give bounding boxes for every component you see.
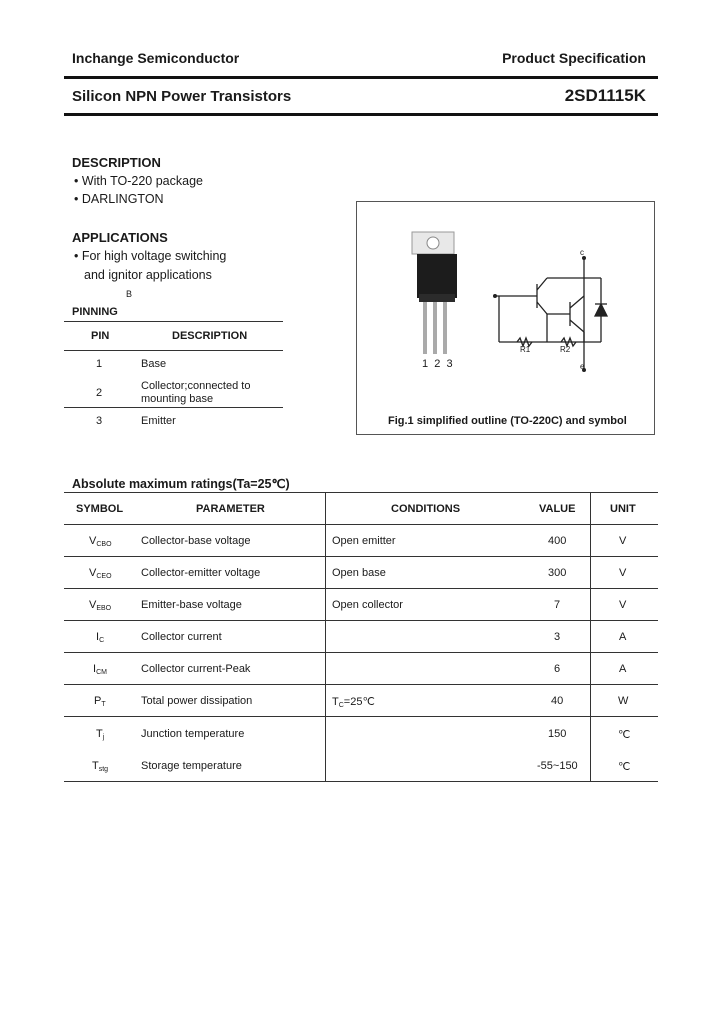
value-cell: -55~150 <box>537 760 578 772</box>
pin-description: Emitter <box>141 415 176 427</box>
unit-cell: ℃ <box>618 761 631 773</box>
figure-caption: Fig.1 simplified outline (TO-220C) and symbol <box>388 415 627 427</box>
value-cell: 6 <box>554 663 561 675</box>
ratings-top-rule <box>64 492 658 493</box>
pin-desc-col-header: DESCRIPTION <box>172 330 248 342</box>
base-label: B <box>126 289 133 299</box>
conditions-cell: Open collector <box>332 599 403 611</box>
symbol-cell: $I_{CM}$ <box>93 663 107 676</box>
value-cell: 400 <box>548 535 567 547</box>
ratings-header-rule <box>64 524 658 525</box>
symbol-cell: $V_{EBO}$ <box>89 599 112 612</box>
darlington-symbol <box>495 258 607 370</box>
spec-label: Product Specification <box>502 50 646 66</box>
applications-heading: APPLICATIONS <box>72 230 168 245</box>
header-rule <box>64 76 658 79</box>
unit-cell: V <box>619 535 627 547</box>
company-name: Inchange Semiconductor <box>72 50 240 66</box>
resistor-r2-label: R2 <box>560 345 571 354</box>
symbol-cell: $T_{stg}$ <box>92 760 109 773</box>
unit-cell: A <box>619 631 627 643</box>
description-item: • With TO-220 package <box>74 174 203 188</box>
applications-item: • For high voltage switching <box>74 249 227 263</box>
col-conditions: CONDITIONS <box>391 503 461 515</box>
document-title: Silicon NPN Power Transistors <box>72 88 292 105</box>
value-cell: 40 <box>551 695 564 707</box>
ratings-row-rule <box>64 652 658 653</box>
unit-cell: ℃ <box>618 729 631 741</box>
parameter-cell: Collector-base voltage <box>141 535 251 547</box>
pin-col-header: PIN <box>91 330 110 342</box>
pin-table-header-rule <box>64 350 283 351</box>
col-symbol: SYMBOL <box>76 503 124 515</box>
emitter-label: e <box>580 362 585 371</box>
ratings-bottom-rule <box>64 781 658 782</box>
pin-description: Collector;connected to <box>141 380 251 392</box>
parameter-cell: Emitter-base voltage <box>141 599 242 611</box>
col-unit: UNIT <box>610 503 636 515</box>
conditions-cell: $T_C=25℃$ <box>332 696 375 709</box>
col-parameter: PARAMETER <box>196 503 265 515</box>
pin-table-row-rule <box>64 407 283 408</box>
parameter-cell: Junction temperature <box>141 728 245 740</box>
figure-box <box>356 201 655 435</box>
parameter-cell: Collector current-Peak <box>141 663 251 675</box>
value-cell: 3 <box>554 631 561 643</box>
pin-table-top-rule <box>64 321 283 322</box>
symbol-cell: $I_C$ <box>96 631 105 644</box>
base-terminal <box>493 294 497 298</box>
value-cell: 300 <box>548 567 567 579</box>
value-cell: 7 <box>554 599 561 611</box>
parameter-cell: Storage temperature <box>141 760 242 772</box>
part-number: 2SD1115K <box>564 86 646 105</box>
symbol-cell: $V_{CEO}$ <box>89 567 112 580</box>
col-value: VALUE <box>539 503 576 515</box>
pin-number: 2 <box>96 387 103 399</box>
description-heading: DESCRIPTION <box>72 155 161 170</box>
value-cell: 150 <box>548 728 567 740</box>
symbol-cell: $V_{CBO}$ <box>89 535 112 548</box>
ratings-row-rule <box>64 588 658 589</box>
conditions-cell: Open emitter <box>332 535 396 547</box>
pin-description-line2: mounting base <box>141 393 214 405</box>
ratings-row-rule <box>64 684 658 685</box>
parameter-cell: Total power dissipation <box>141 695 253 707</box>
package-image <box>412 232 457 354</box>
title-rule <box>64 113 658 116</box>
pin-number: 1 <box>96 358 103 370</box>
parameter-cell: Collector current <box>141 631 222 643</box>
applications-item: and ignitor applications <box>84 268 212 282</box>
ratings-col-divider <box>325 492 326 781</box>
parameter-cell: Collector-emitter voltage <box>141 567 261 579</box>
collector-label: c <box>580 248 584 257</box>
pinning-heading: PINNING <box>72 306 118 318</box>
ratings-col-divider <box>590 492 591 781</box>
unit-cell: V <box>619 599 627 611</box>
ratings-row-rule <box>64 716 658 717</box>
conditions-cell: Open base <box>332 567 386 579</box>
ratings-row-rule <box>64 620 658 621</box>
pin-description: Base <box>141 358 167 370</box>
symbol-cell: $P_T$ <box>94 695 106 708</box>
symbol-cell: $T_j$ <box>96 728 105 741</box>
ratings-row-rule <box>64 556 658 557</box>
ratings-heading: Absolute maximum ratings(Ta=25℃) <box>72 477 290 491</box>
unit-cell: V <box>619 567 627 579</box>
description-item: • DARLINGTON <box>74 192 164 206</box>
pin-number-labels: 1 2 3 <box>422 358 453 370</box>
unit-cell: W <box>618 695 629 707</box>
resistor-r1-label: R1 <box>520 345 531 354</box>
unit-cell: A <box>619 663 627 675</box>
figure-drawing <box>357 202 654 434</box>
pin-number: 3 <box>96 415 103 427</box>
